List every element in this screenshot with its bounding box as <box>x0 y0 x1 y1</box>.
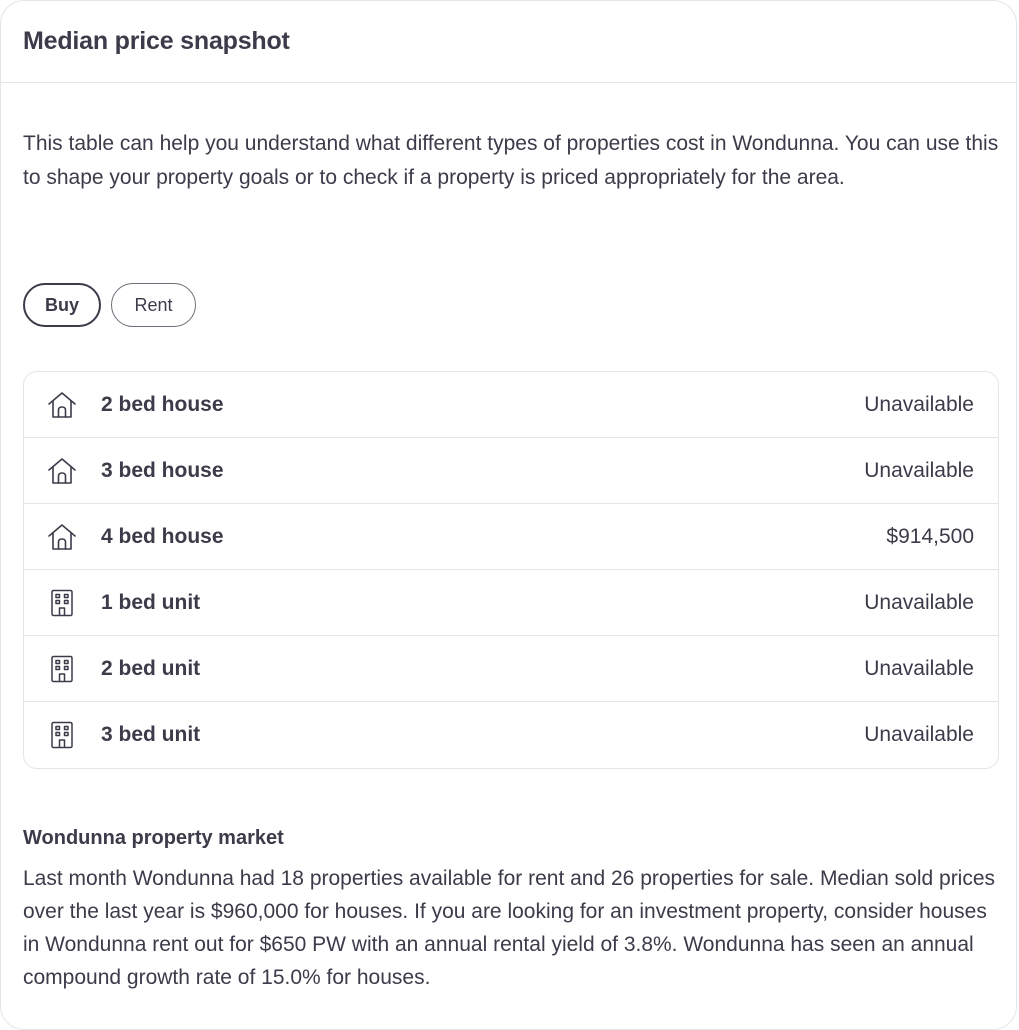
building-icon <box>46 587 78 619</box>
table-row <box>24 702 998 768</box>
house-icon <box>46 389 78 421</box>
row-label: 3 bed unit <box>101 723 201 746</box>
row-label: 3 bed house <box>101 458 224 482</box>
row-value: Unavailable <box>864 392 974 416</box>
intro-text: This table can help you understand what different types of properties cost in Wondunna. You can use this to shape your property goals or to check if a property is priced appropriately for the area. <box>23 132 999 189</box>
row-value: $914,500 <box>886 524 974 548</box>
row-label: 1 bed unit <box>101 590 201 614</box>
table-row <box>24 504 998 570</box>
card-title: Median price snapshot <box>23 27 290 55</box>
building-icon <box>46 719 78 751</box>
market-section-title: Wondunna property market <box>23 827 284 849</box>
building-icon <box>46 653 78 685</box>
table-row <box>24 636 998 702</box>
row-value: Unavailable <box>864 723 974 746</box>
table-row <box>24 570 998 636</box>
house-icon <box>46 521 78 553</box>
row-value: Unavailable <box>864 458 974 482</box>
row-value: Unavailable <box>864 590 974 614</box>
rent-toggle-button[interactable]: Rent <box>111 283 196 327</box>
buy-rent-toggle <box>23 283 196 327</box>
table-row <box>24 372 998 438</box>
table-row <box>24 438 998 504</box>
row-label: 2 bed house <box>101 392 224 416</box>
buy-toggle-button[interactable]: Buy <box>23 283 101 327</box>
row-label: 2 bed unit <box>101 656 201 680</box>
card-header <box>1 1 1016 83</box>
row-label: 4 bed house <box>101 524 224 548</box>
row-value: Unavailable <box>864 656 974 680</box>
price-table <box>23 371 999 769</box>
market-section-text: Last month Wondunna had 18 properties available for rent and 26 properties for sale. Median sold prices over the last year is $960,000 for houses. If you are looking for an investment property, consider houses in Wondunna rent out for $650 PW with an annual rental yield of 3.8%. Wondunna has seen an annual compound growth rate of 15.0% for houses. <box>23 867 996 989</box>
house-icon <box>46 455 78 487</box>
